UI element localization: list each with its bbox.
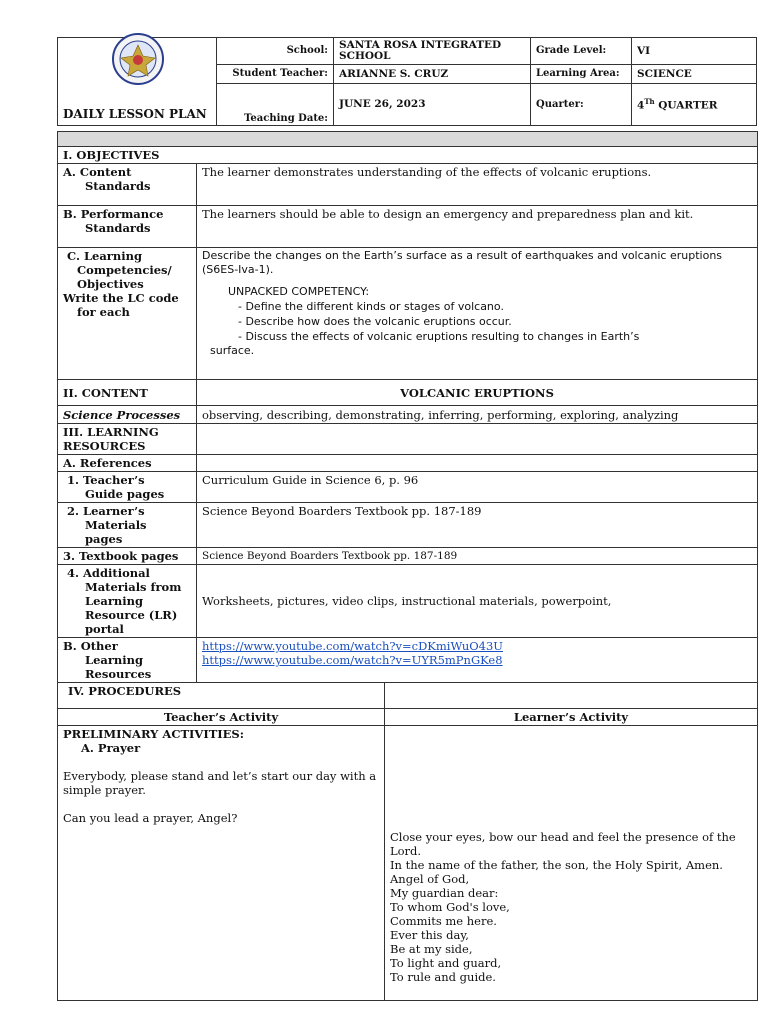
- youtube-link-2[interactable]: https://www.youtube.com/watch?v=UYR5mPnGKe8: [202, 653, 503, 667]
- teachers-guide-label-line1: 1. Teacher’s: [67, 473, 145, 487]
- additional-materials-label: [58, 565, 197, 638]
- grade-level-value: VI: [632, 38, 757, 65]
- procedures-heading: IV. PROCEDURES: [58, 683, 385, 709]
- quarter-label: Quarter:: [531, 83, 632, 125]
- lc-label-line5: for each: [77, 305, 130, 319]
- quarter-superscript: Th: [644, 97, 655, 107]
- other-resources-label-line1: B. Other: [63, 639, 118, 653]
- objectives-heading: I. OBJECTIVES: [58, 147, 758, 164]
- other-resources-label: [58, 638, 197, 683]
- learners-materials-label-line1: 2. Learner’s: [67, 504, 145, 518]
- learning-resources-heading-line2: RESOURCES: [63, 439, 146, 453]
- textbook-pages-value: Science Beyond Boarders Textbook pp. 187-189: [197, 548, 758, 565]
- teachers-guide-value: Curriculum Guide in Science 6, p. 96: [197, 472, 758, 503]
- header-title-cell: [58, 38, 217, 126]
- lesson-plan-table: [57, 131, 758, 1001]
- references-empty: [197, 455, 758, 472]
- teacher-activity-cell: [58, 726, 385, 1001]
- content-standards-label: [58, 164, 197, 206]
- performance-standards-label-line2: Standards: [85, 221, 151, 235]
- lc-description: Describe the changes on the Earth’s surface as a result of earthquakes and volcanic eruptions (S6ES-Iva-1).: [202, 249, 723, 276]
- lc-label-line3: Objectives: [77, 277, 144, 291]
- school-label: School:: [217, 38, 334, 65]
- references-label: A. References: [58, 455, 197, 472]
- additional-materials-label-line1: 4. Additional: [67, 566, 150, 580]
- science-processes-label: Science Processes: [58, 406, 197, 424]
- content-standards-value: The learner demonstrates understanding of the effects of volcanic eruptions.: [197, 164, 758, 206]
- teaching-date-value: JUNE 26, 2023: [334, 83, 531, 125]
- student-teacher-label: Student Teacher:: [217, 64, 334, 83]
- unpacked-item-2: - Describe how does the volcanic eruptions occur.: [238, 315, 512, 328]
- additional-materials-label-line4: Resource (LR): [85, 608, 178, 622]
- other-resources-value: [197, 638, 758, 683]
- learning-resources-empty: [197, 424, 758, 455]
- performance-standards-label-line1: B. Performance: [63, 207, 164, 221]
- page-title: DAILY LESSON PLAN: [63, 107, 207, 121]
- gray-header-bar: [58, 132, 758, 147]
- lc-label-line1: C. Learning: [67, 249, 143, 263]
- performance-standards-label: [58, 206, 197, 248]
- unpacked-item-3: - Discuss the effects of volcanic eruptions resulting to changes in Earth’s: [238, 330, 640, 343]
- learners-materials-label-line3: pages: [85, 532, 123, 546]
- learner-prayer-line: Be at my side,: [390, 942, 473, 956]
- learner-prayer-line: To whom God's love,: [390, 900, 510, 914]
- teaching-date-label: Teaching Date:: [217, 83, 334, 125]
- science-processes-value: observing, describing, demonstrating, inferring, performing, exploring, analyzing: [197, 406, 758, 424]
- learner-activity-cell: [385, 726, 758, 1001]
- performance-standards-value: The learners should be able to design an emergency and preparedness plan and kit.: [197, 206, 758, 248]
- learner-prayer-line: Close your eyes, bow our head and feel the presence of the Lord.: [390, 830, 736, 858]
- unpacked-competency-title: UNPACKED COMPETENCY:: [228, 285, 370, 298]
- learner-prayer-line: Ever this day,: [390, 928, 469, 942]
- lc-label-line2: Competencies/: [77, 263, 172, 277]
- learners-materials-value: Science Beyond Boarders Textbook pp. 187-189: [197, 503, 758, 548]
- learning-resources-heading-line1: III. LEARNING: [63, 425, 159, 439]
- other-resources-label-line3: Resources: [85, 667, 152, 681]
- teacher-instruction-1: Everybody, please stand and let’s start our day with a simple prayer.: [63, 769, 377, 797]
- lc-label-line4: Write the LC code: [63, 291, 179, 305]
- quarter-value: [632, 83, 757, 125]
- learning-resources-heading: [58, 424, 197, 455]
- content-heading: II. CONTENT: [58, 380, 197, 406]
- teacher-activity-header: Teacher’s Activity: [58, 709, 385, 726]
- student-teacher-value: ARIANNE S. CRUZ: [334, 64, 531, 83]
- additional-materials-label-line2: Materials from: [85, 580, 182, 594]
- unpacked-item-3-continued: surface.: [210, 344, 255, 357]
- learner-prayer-line: In the name of the father, the son, the Holy Spirit, Amen.: [390, 858, 723, 872]
- procedures-empty: [385, 683, 758, 709]
- learner-prayer-line: Commits me here.: [390, 914, 497, 928]
- unpacked-item-1: - Define the different kinds or stages of volcano.: [238, 300, 504, 313]
- deped-seal-icon: [103, 32, 173, 86]
- learning-competencies-value: [197, 248, 758, 380]
- other-resources-label-line2: Learning: [85, 653, 144, 667]
- preliminary-activities-heading: PRELIMINARY ACTIVITIES:: [63, 727, 244, 741]
- prayer-heading: A. Prayer: [81, 741, 141, 755]
- textbook-pages-label: 3. Textbook pages: [58, 548, 197, 565]
- learner-prayer-line: To rule and guide.: [390, 970, 496, 984]
- content-standards-label-line1: A. Content: [63, 165, 132, 179]
- header-table: [57, 37, 757, 126]
- learners-materials-label-line2: Materials: [85, 518, 147, 532]
- teacher-instruction-2: Can you lead a prayer, Angel?: [63, 811, 238, 825]
- learner-prayer-line: To light and guard,: [390, 956, 502, 970]
- learner-activity-header: Learner’s Activity: [385, 709, 758, 726]
- learner-prayer-line: Angel of God,: [390, 872, 470, 886]
- content-topic: VOLCANIC ERUPTIONS: [197, 380, 758, 406]
- learning-competencies-label: [58, 248, 197, 380]
- teachers-guide-label-line2: Guide pages: [85, 487, 165, 501]
- learning-area-label: Learning Area:: [531, 64, 632, 83]
- learning-area-value: SCIENCE: [632, 64, 757, 83]
- grade-level-label: Grade Level:: [531, 38, 632, 65]
- additional-materials-label-line5: portal: [85, 622, 124, 636]
- additional-materials-value: Worksheets, pictures, video clips, instructional materials, powerpoint,: [197, 565, 758, 638]
- teachers-guide-label: [58, 472, 197, 503]
- additional-materials-label-line3: Learning: [85, 594, 144, 608]
- learner-prayer: [390, 830, 752, 984]
- content-standards-label-line2: Standards: [85, 179, 151, 193]
- school-value: SANTA ROSA INTEGRATED SCHOOL: [334, 38, 531, 65]
- learner-prayer-line: My guardian dear:: [390, 886, 499, 900]
- youtube-link-1[interactable]: https://www.youtube.com/watch?v=cDKmiWuO43U: [202, 639, 503, 653]
- learners-materials-label: [58, 503, 197, 548]
- quarter-number: 4: [637, 99, 645, 112]
- quarter-suffix: QUARTER: [654, 99, 718, 112]
